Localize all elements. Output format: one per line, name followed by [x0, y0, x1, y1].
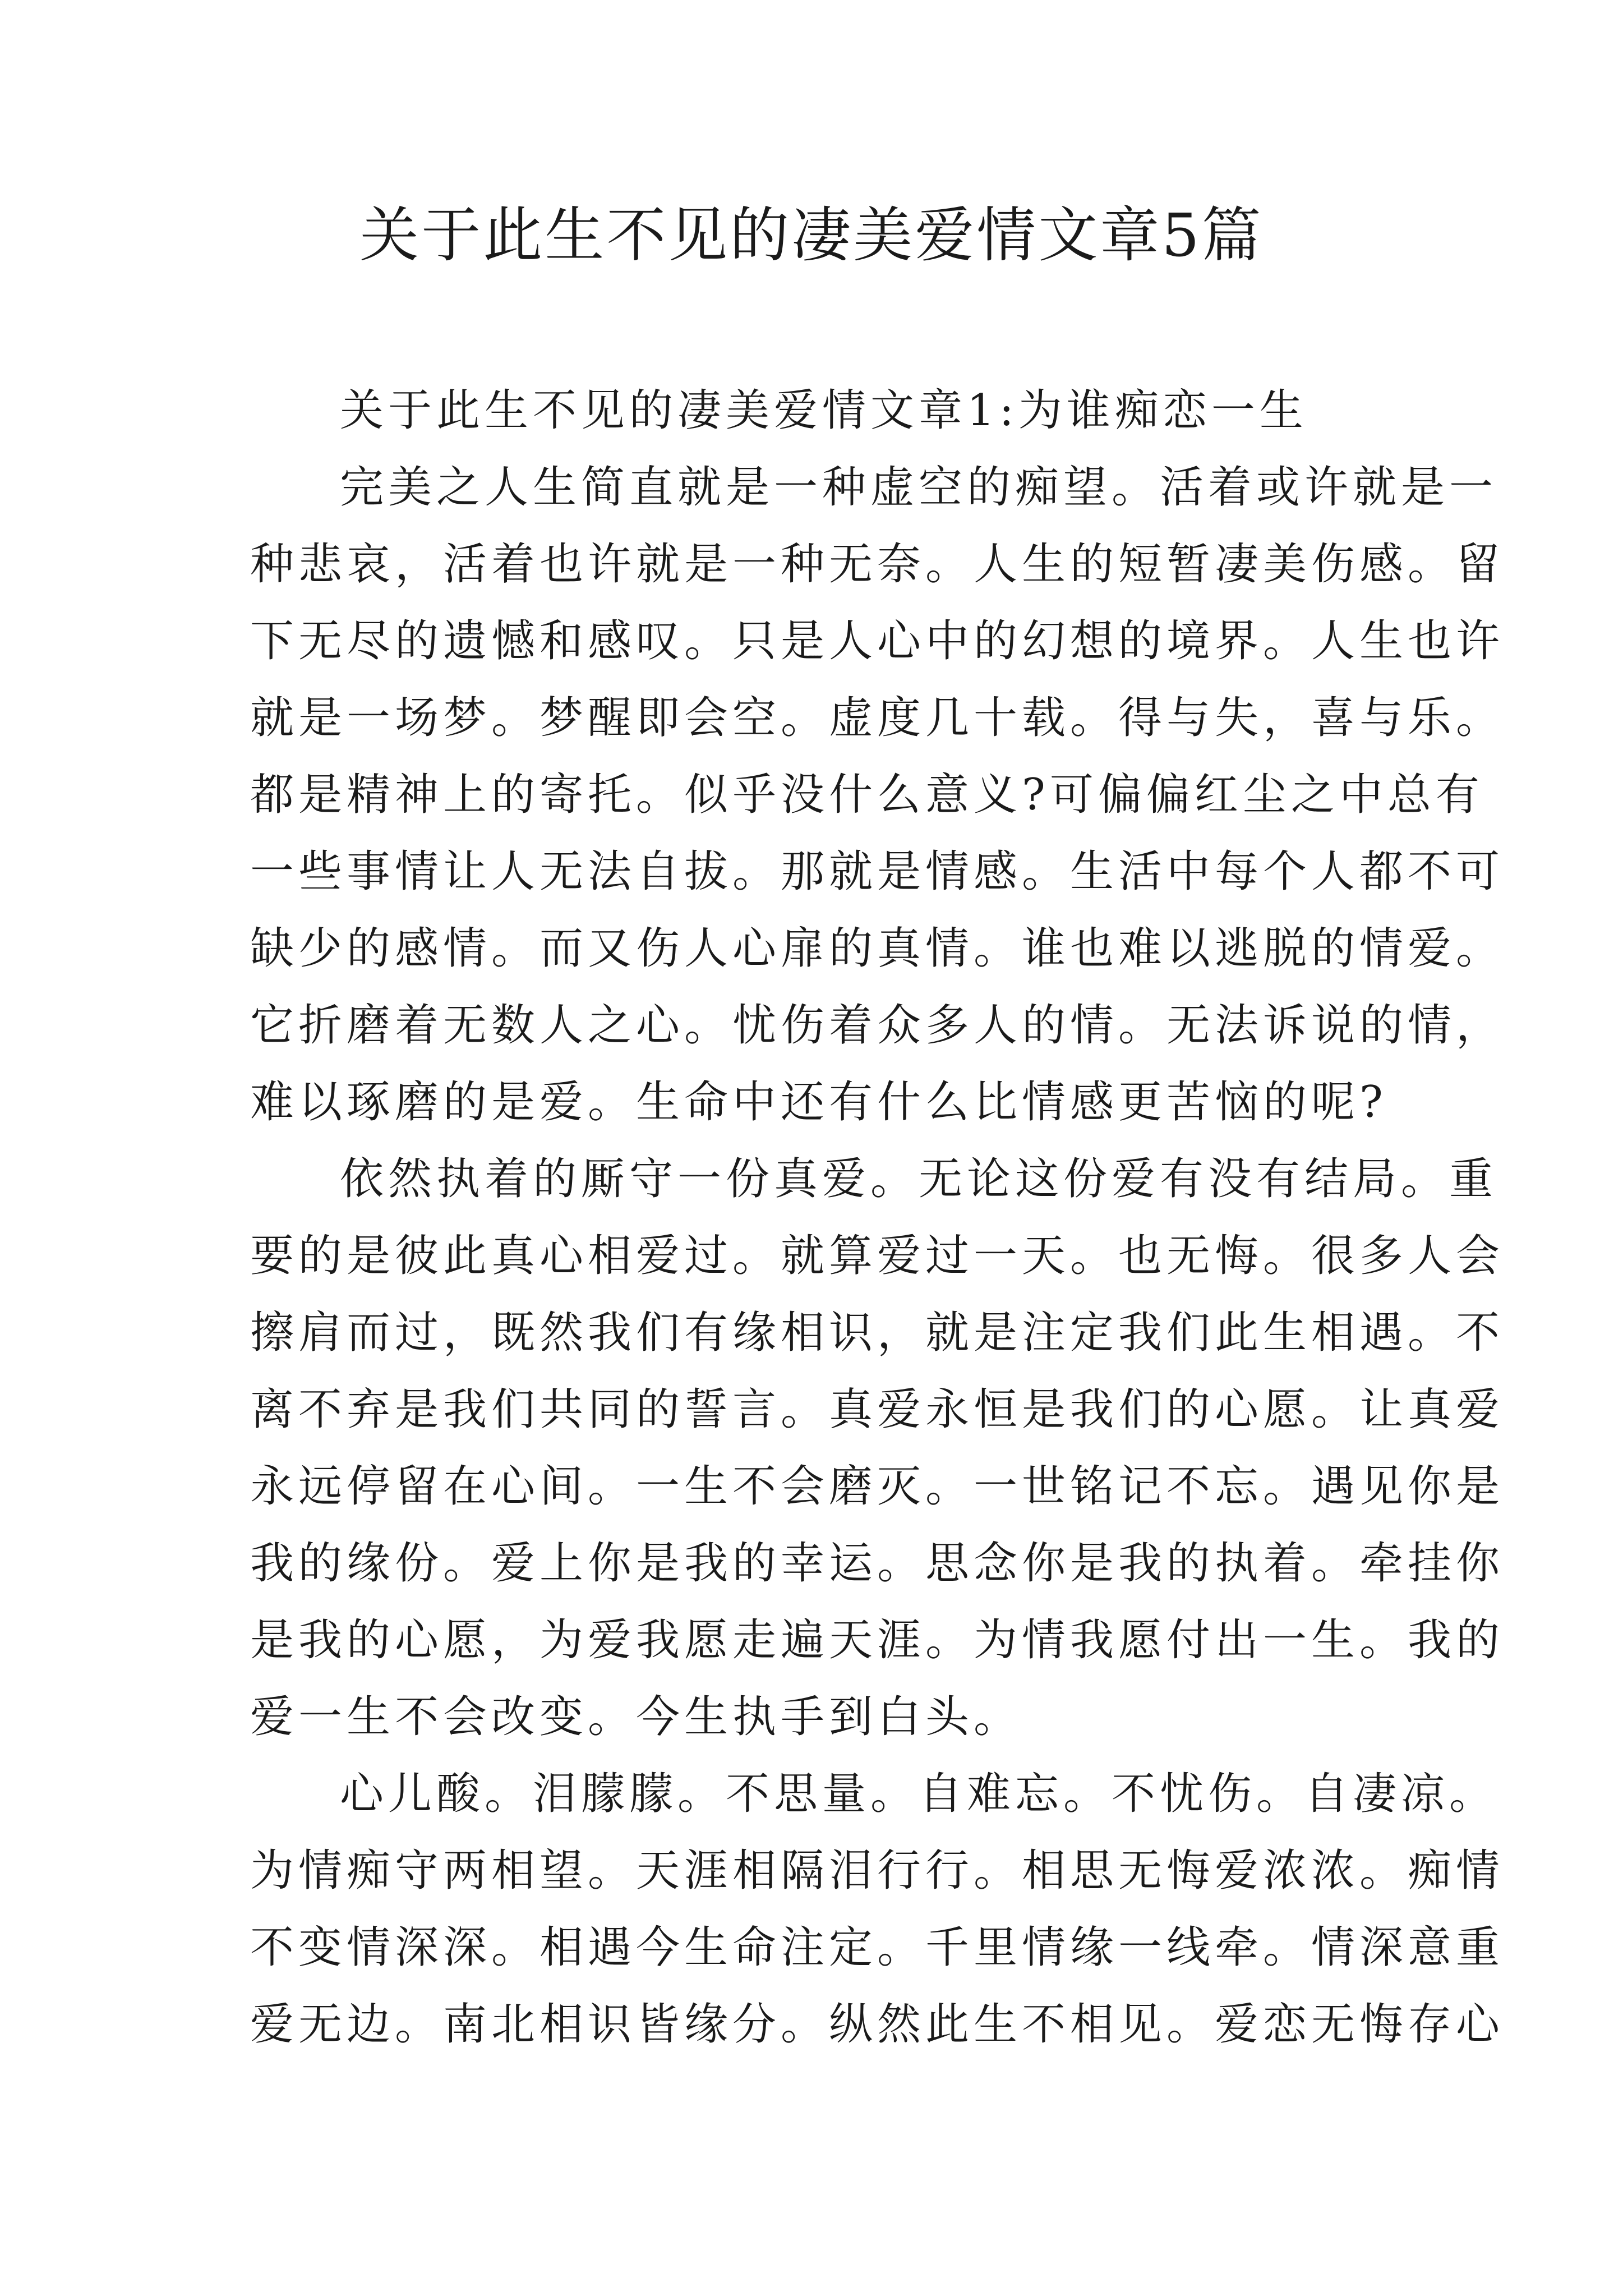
- text-line: 离不弃是我们共同的誓言。真爱永恒是我们的心愿。让真爱: [250, 1384, 1505, 1435]
- text-line: 爱无边。南北相识皆缘分。纵然此生不相见。爱恋无悔存心: [250, 1999, 1505, 2050]
- text-line: 爱一生不会改变。今生执手到白头。: [250, 1692, 1022, 1742]
- text-line: 就是一场梦。梦醒即会空。虚度几十载。得与失，喜与乐。: [250, 693, 1505, 743]
- document-body: [250, 372, 1505, 2063]
- text-line: 为情痴守两相望。天涯相隔泪行行。相思无悔爱浓浓。痴情: [250, 1846, 1505, 1896]
- text-line: 种悲哀，活着也许就是一种无奈。人生的短暂凄美伤感。留: [250, 539, 1505, 590]
- text-line: 我的缘份。爱上你是我的幸运。思念你是我的执着。牵挂你: [250, 1538, 1505, 1589]
- paragraph-1: [250, 449, 1505, 1141]
- text-line: 不变情深深。相遇今生命注定。千里情缘一线牵。情深意重: [250, 1922, 1505, 1973]
- paragraph-2: [250, 1141, 1505, 1756]
- text-line: 都是精神上的寄托。似乎没什么意义?可偏偏红尘之中总有: [250, 770, 1484, 820]
- text-line: 下无尽的遗憾和感叹。只是人心中的幻想的境界。人生也许: [250, 616, 1505, 666]
- text-line: 擦肩而过，既然我们有缘相识，就是注定我们此生相遇。不: [250, 1308, 1505, 1358]
- text-line: 难以琢磨的是爱。生命中还有什么比情感更苦恼的呢?: [250, 1077, 1387, 1128]
- text-line: 永远停留在心间。一生不会磨灭。一世铭记不忘。遇见你是: [250, 1461, 1505, 1512]
- text-line: 依然执着的厮守一份真爱。无论这份爱有没有结局。重: [340, 1154, 1498, 1204]
- section-subheading: 关于此生不见的凄美爱情文章1:为谁痴恋一生: [340, 385, 1308, 436]
- text-line: 要的是彼此真心相爱过。就算爱过一天。也无悔。很多人会: [250, 1231, 1505, 1281]
- paragraph-3: [250, 1756, 1505, 2063]
- text-line: 心儿酸。泪朦朦。不思量。自难忘。不忧伤。自凄凉。: [340, 1769, 1498, 1819]
- document-title: 关于此生不见的凄美爱情文章5篇: [359, 201, 1264, 270]
- text-line: 完美之人生简直就是一种虚空的痴望。活着或许就是一: [340, 462, 1498, 513]
- text-line: 是我的心愿，为爱我愿走遍天涯。为情我愿付出一生。我的: [250, 1615, 1505, 1665]
- text-line: 它折磨着无数人之心。忧伤着众多人的情。无法诉说的情，: [250, 1000, 1505, 1051]
- text-line: 一些事情让人无法自拔。那就是情感。生活中每个人都不可: [250, 846, 1505, 897]
- text-line: 缺少的感情。而又伤人心扉的真情。谁也难以逃脱的情爱。: [250, 923, 1505, 974]
